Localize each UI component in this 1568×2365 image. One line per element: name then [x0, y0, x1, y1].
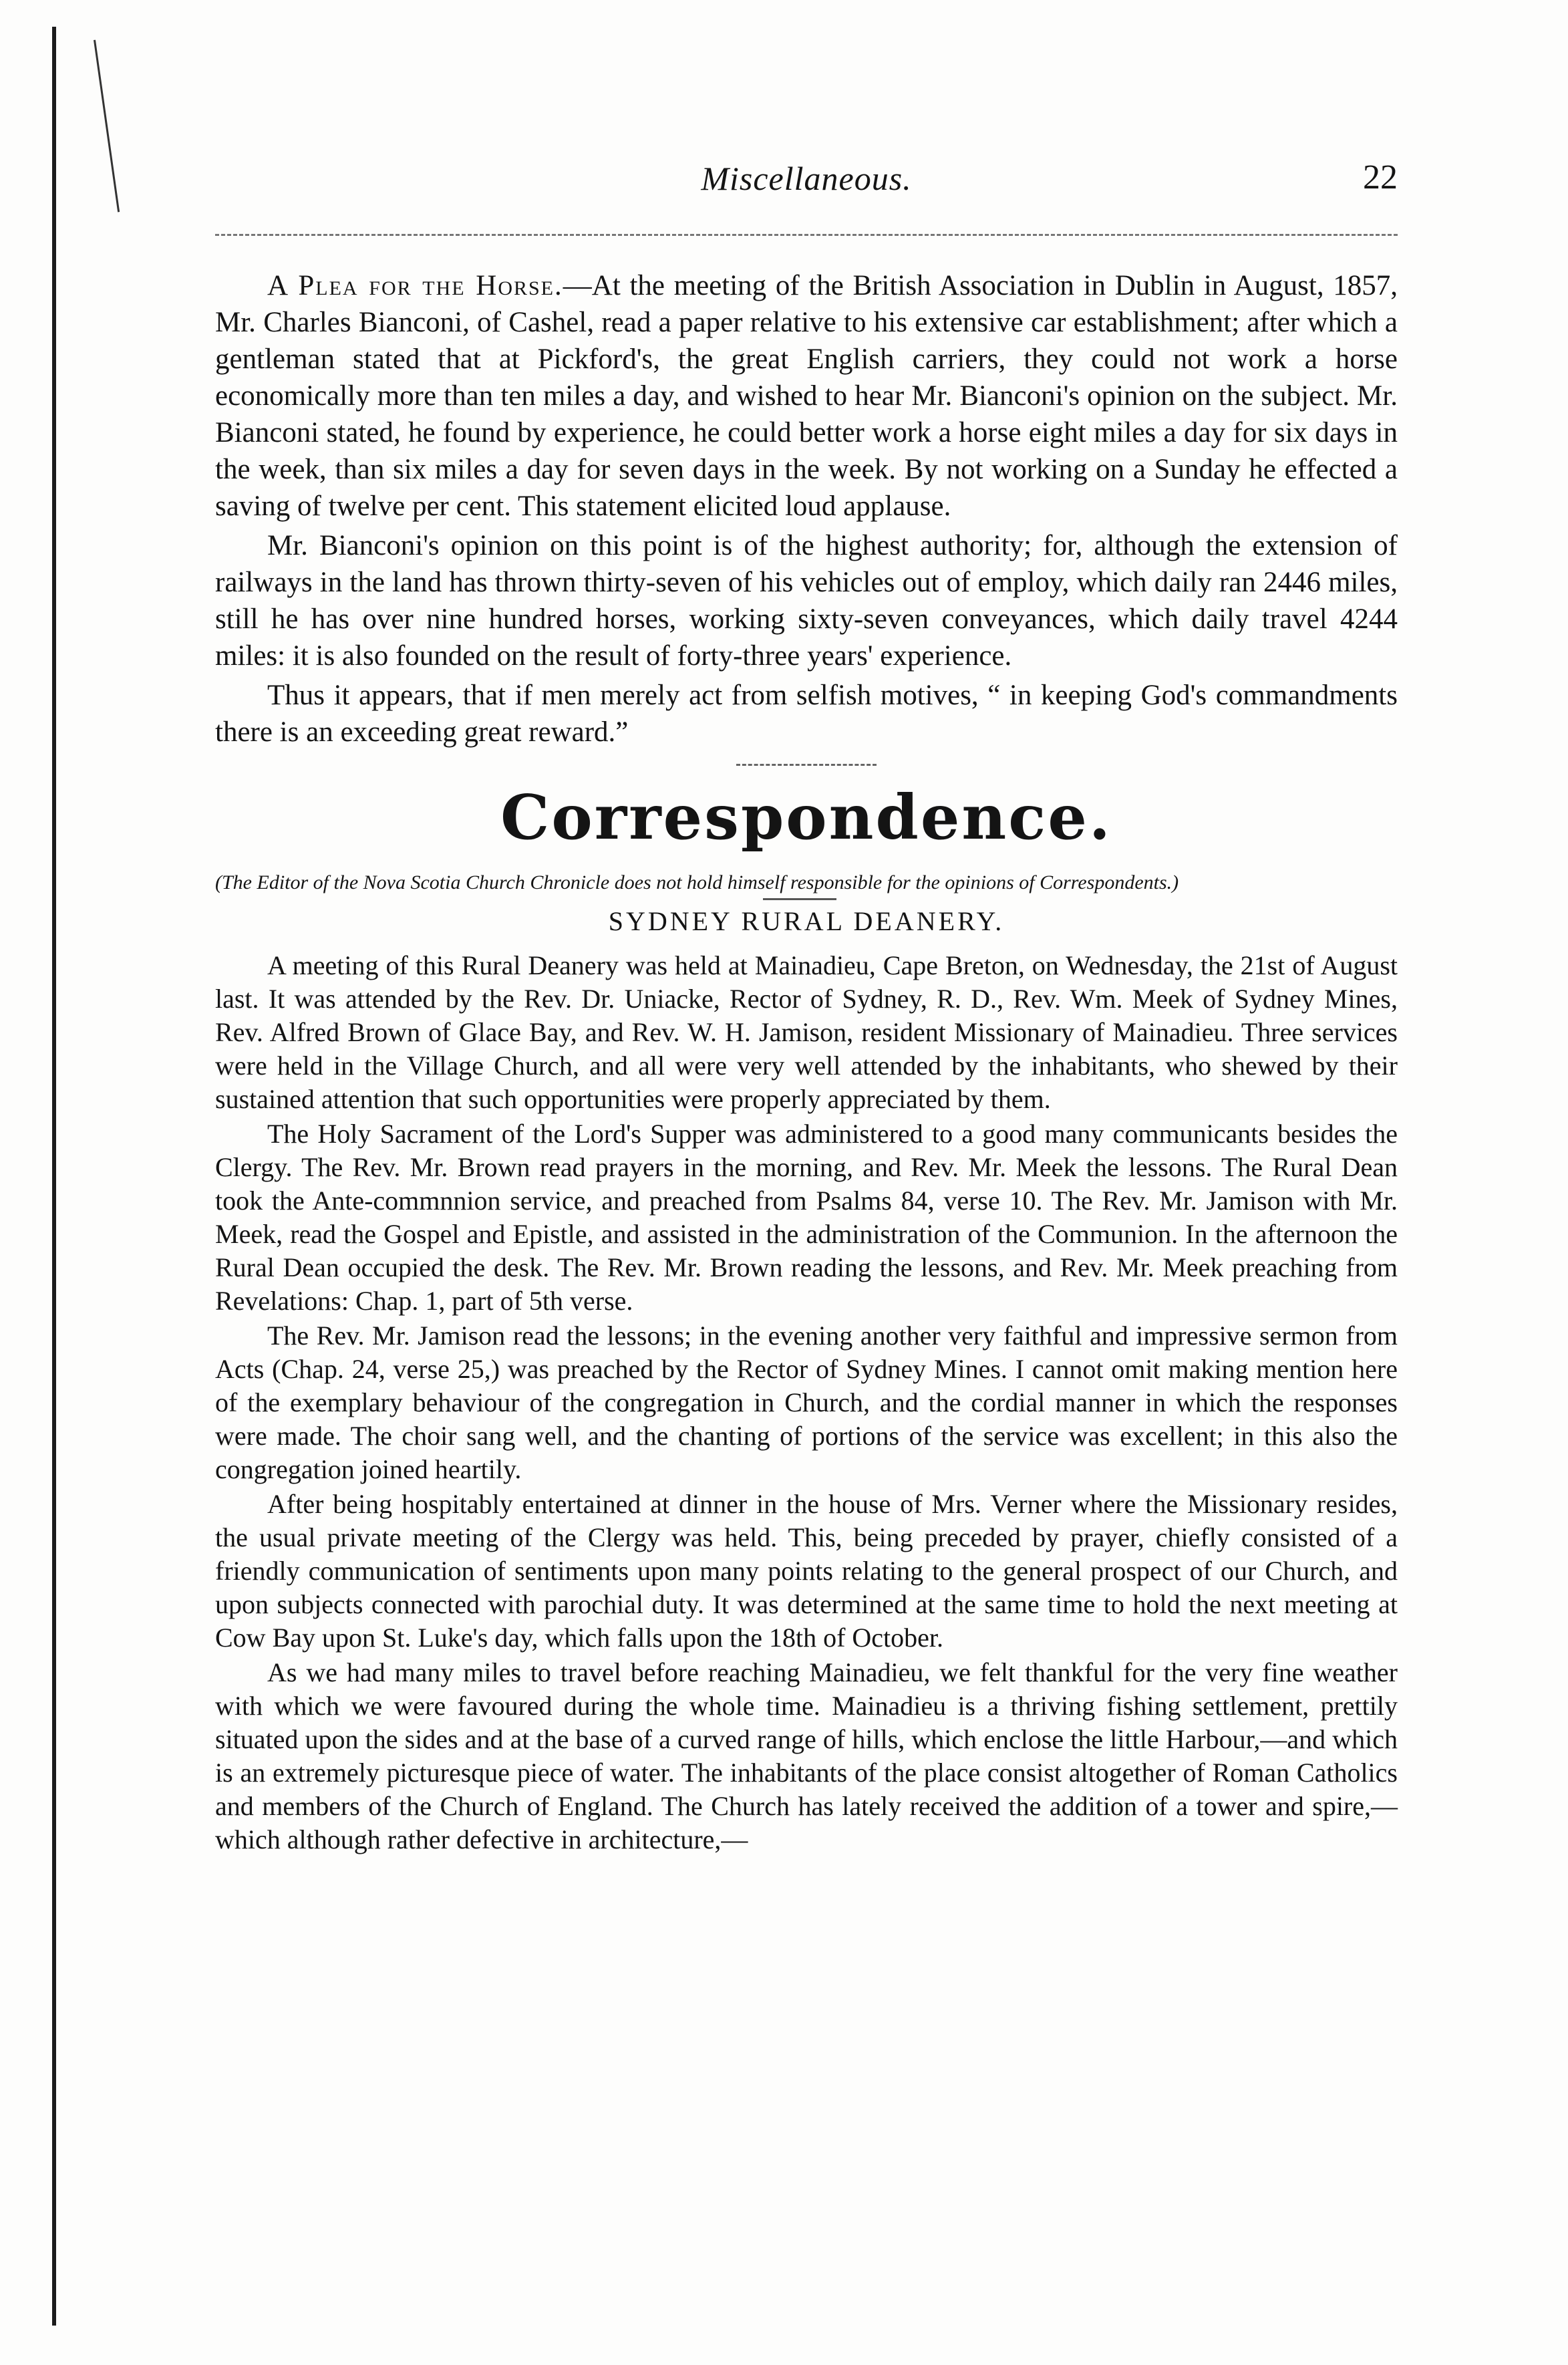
- plea-paragraph-1: [215, 267, 1398, 525]
- letter-title: SYDNEY RURAL DEANERY.: [608, 906, 1005, 936]
- running-head: [215, 134, 1398, 207]
- page-number: 22: [1363, 158, 1398, 196]
- section-divider: [736, 764, 877, 766]
- editor-note-rule: [763, 898, 836, 900]
- plea-paragraph-1-text: —At the meeting of the British Association in Dublin in August, 1857, Mr. Charles Bianconi, of Cashel, read a paper relative to his extensive car establishment; after which a gentleman stated that at Pickford's, the great English carriers, they could not work a horse economically more than ten miles a day, and wished to hear Mr. Bianconi's opinion on the subject. Mr. Bianconi stated, he found by experience, he could better work a horse eight miles a day for six days in the week, than six miles a day for seven days in the week. By not working on a Sunday he effected a saving of twelve per cent. This statement elicited loud applause.: [215, 270, 1398, 522]
- deanery-letter: [215, 949, 1398, 1856]
- correspondence-heading: Correspondence.: [500, 781, 1112, 853]
- plea-heading: A Plea for the Horse.: [267, 270, 563, 301]
- plea-paragraph-2: Mr. Bianconi's opinion on this point is of the highest authority; for, although the extension of railways in the land has thrown thirty-seven of his vehicles out of employ, which daily ran 2446 miles, still he has over nine hundred horses, working sixty-seven conveyances, which daily travel 4244 miles: it is also founded on the result of forty-three years' experience.: [215, 530, 1398, 672]
- text-column: [215, 134, 1398, 1858]
- plea-article: [215, 267, 1398, 750]
- running-title: Miscellaneous.: [701, 160, 912, 197]
- margin-stroke: [94, 40, 120, 213]
- header-rule: [215, 234, 1398, 236]
- letter-paragraph-1: A meeting of this Rural Deanery was held at Mainadieu, Cape Breton, on Wednesday, the 21st of August last. It was attended by the Rev. Dr. Uniacke, Rector of Sydney, R. D., Rev. Wm. Meek of Sydney Mines, Rev. Alfred Brown of Glace Bay, and Rev. W. H. Jamison, resident Missionary of Mainadieu. Three services were held in the Village Church, and all were very well attended by the inhabitants, who shewed by their sustained attention that such opportunities were properly appreciated by them.: [215, 950, 1398, 1114]
- plea-paragraph-3: Thus it appears, that if men merely act from selfish motives, “ in keeping God's commandments there is an exceeding great reward.”: [215, 680, 1398, 748]
- letter-paragraph-4: After being hospitably entertained at dinner in the house of Mrs. Verner where the Missionary resides, the usual private meeting of the Clergy was held. This, being preceded by prayer, chiefly consisted of a friendly communication of sentiments upon many points relating to the general prospect of our Church, and upon subjects connected with parochial duty. It was determined at the same time to hold the next meeting at Cow Bay upon St. Luke's day, which falls upon the 18th of October.: [215, 1489, 1398, 1653]
- letter-paragraph-5: As we had many miles to travel before reaching Mainadieu, we felt thankful for the very fine weather with which we were favoured during the whole time. Mainadieu is a thriving fishing settlement, prettily situated upon the sides and at the base of a curved range of hills, which enclose the little Harbour,—and which is an extremely picturesque piece of water. The inhabitants of the place consist altogether of Roman Catholics and members of the Church of England. The Church has lately received the addition of a tower and spire,—which although rather defective in architecture,—: [215, 1657, 1398, 1854]
- letter-paragraph-3: The Rev. Mr. Jamison read the lessons; in the evening another very faithful and impressive sermon from Acts (Chap. 24, verse 25,) was preached by the Rector of Sydney Mines. I cannot omit making mention here of the exemplary behaviour of the congregation in Church, and the cordial manner in which the responses were made. The choir sang well, and the chanting of portions of the service was excellent; in this also the congregation joined heartily.: [215, 1320, 1398, 1484]
- letter-paragraph-2: The Holy Sacrament of the Lord's Supper was administered to a good many communicants besides the Clergy. The Rev. Mr. Brown read prayers in the morning, and Rev. Mr. Meek the lessons. The Rural Dean took the Ante-commnnion service, and preached from Psalms 84, verse 10. The Rev. Mr. Jamison with Mr. Meek, read the Gospel and Epistle, and assisted in the administration of the Communion. In the afternoon the Rural Dean occupied the desk. The Rev. Mr. Brown reading the lessons, and Rev. Mr. Meek preaching from Revelations: Chap. 1, part of 5th verse.: [215, 1119, 1398, 1316]
- left-margin-rule: [52, 27, 56, 2326]
- editor-note: (The Editor of the Nova Scotia Church Chronicle does not hold himself responsible for the opinions of Correspondents.): [215, 871, 1179, 893]
